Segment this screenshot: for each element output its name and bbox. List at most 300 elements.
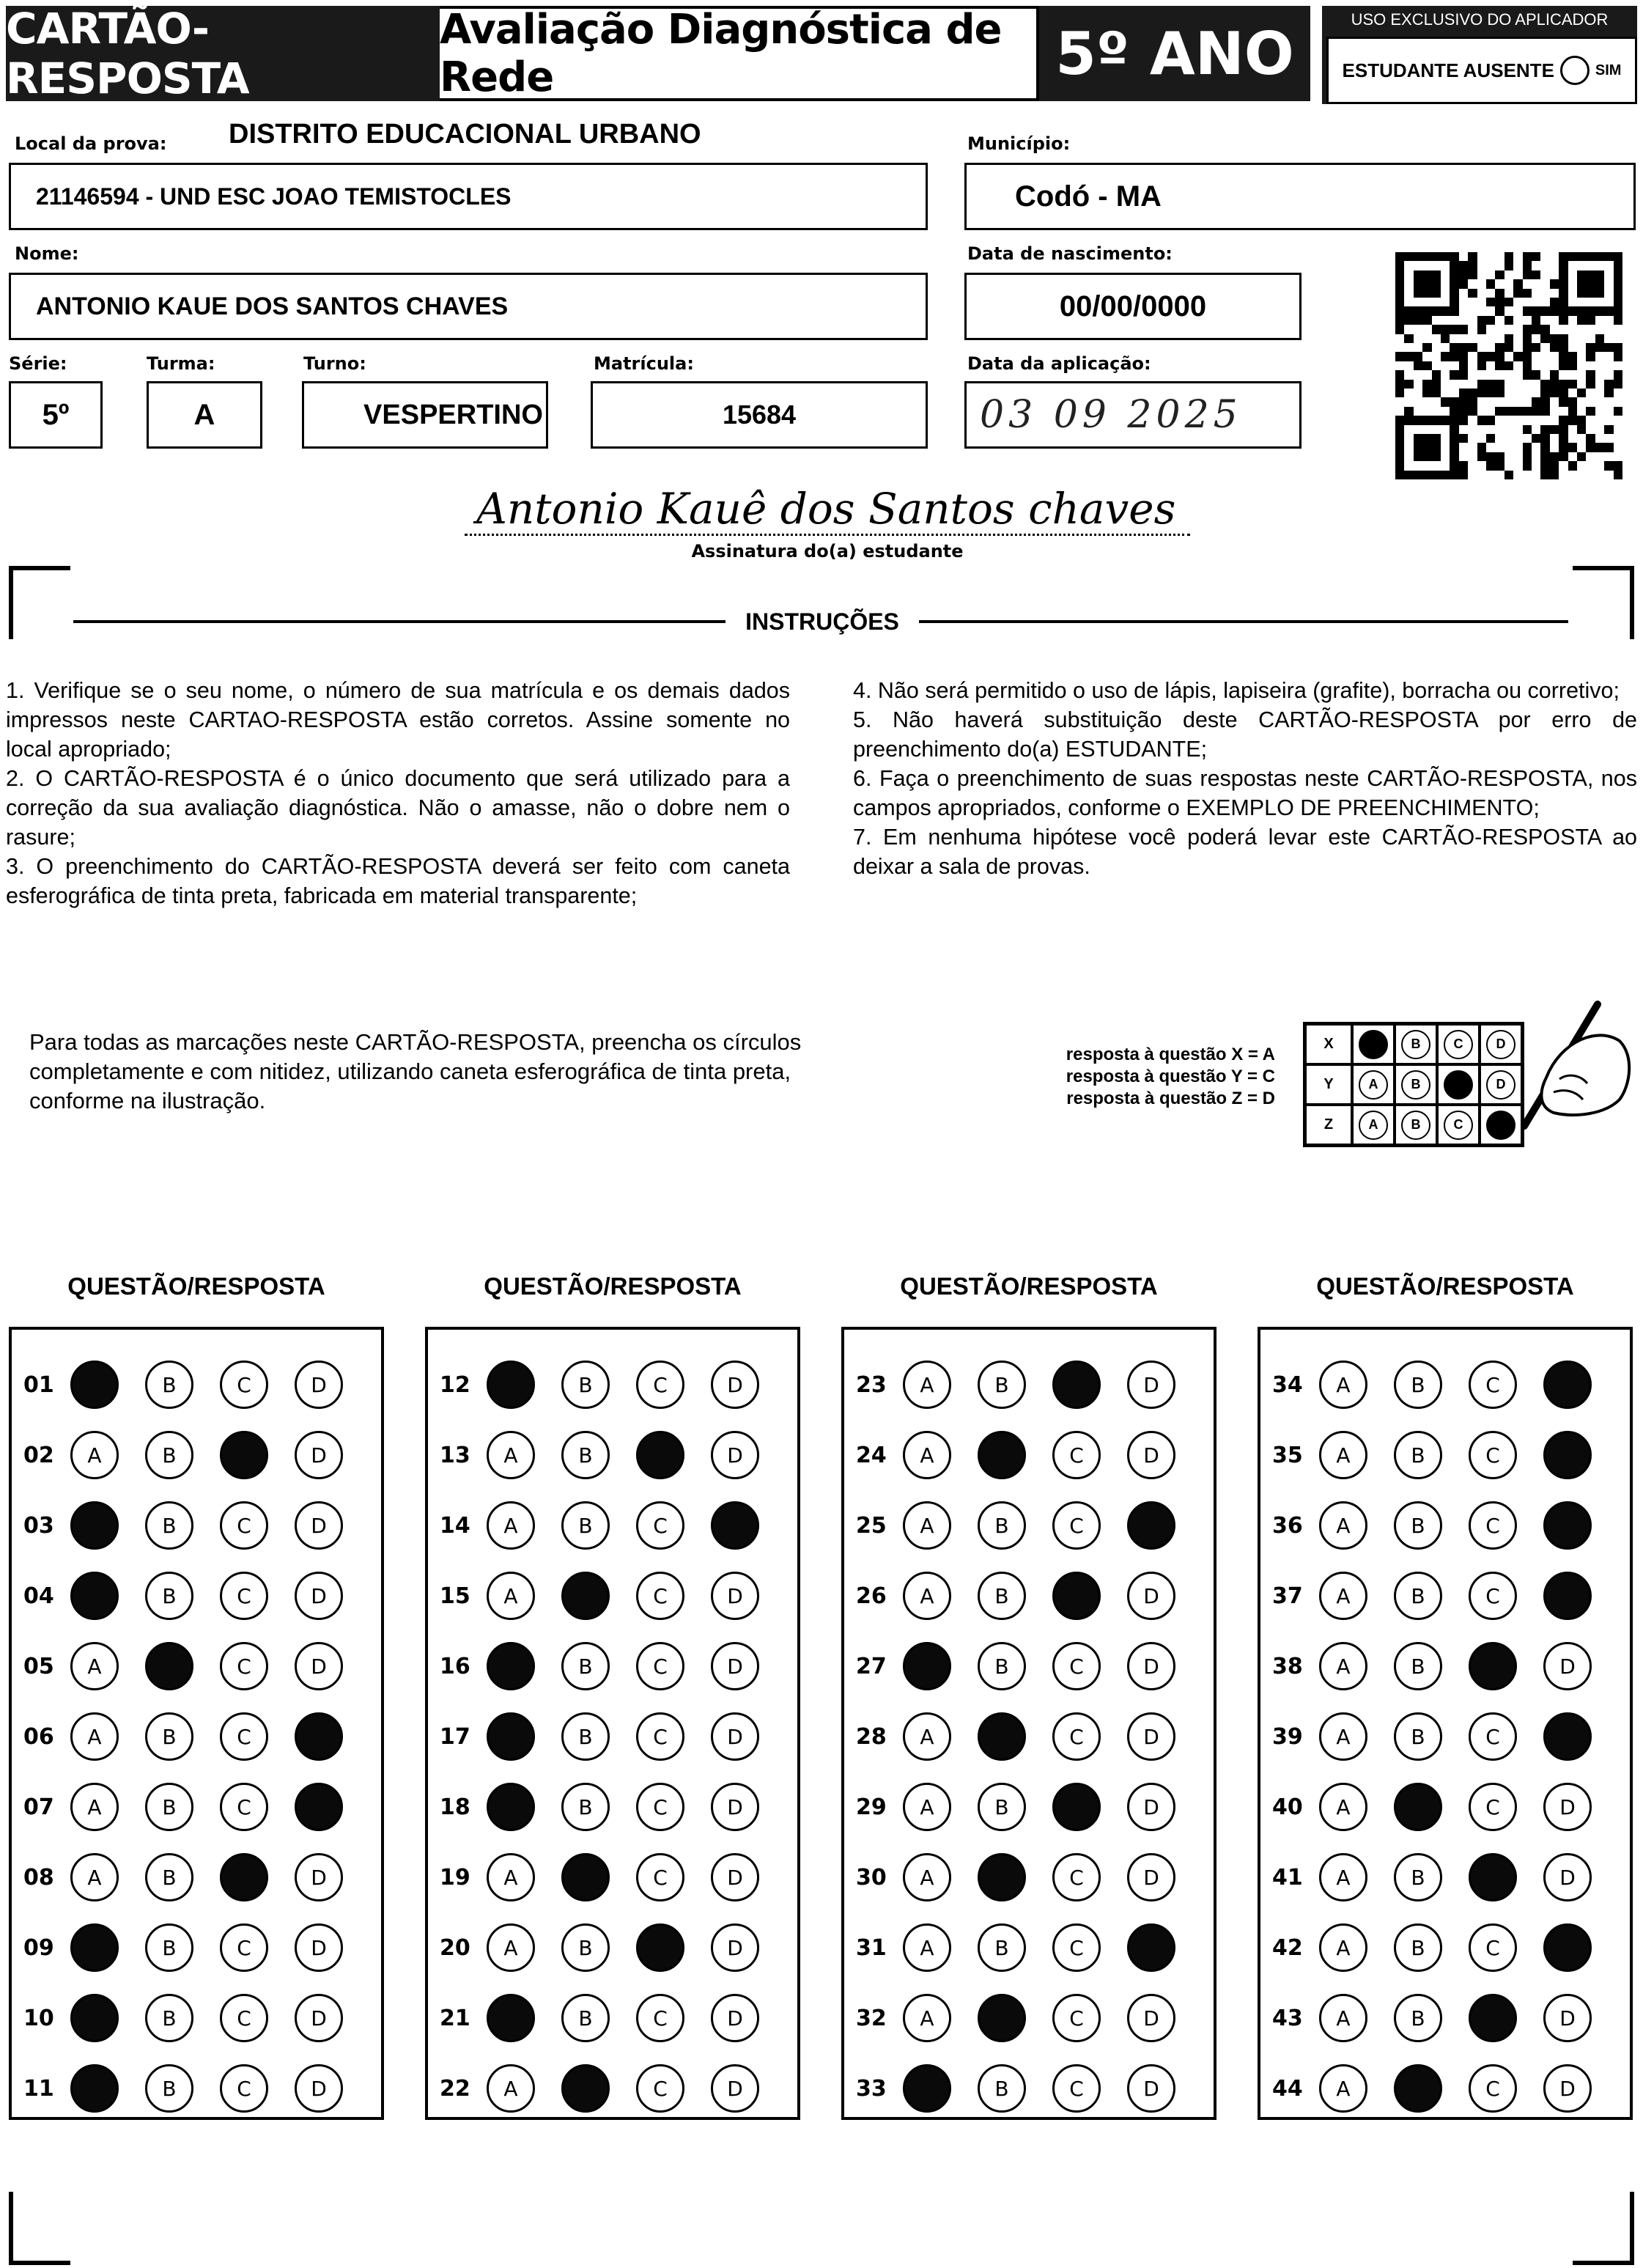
answer-bubble-d[interactable]: D: [1543, 1853, 1592, 1901]
answer-bubble-b[interactable]: B: [1394, 1361, 1442, 1409]
question-number: 09: [23, 1934, 54, 1961]
example-legend: [982, 1044, 1275, 1110]
question-number: 35: [1272, 1442, 1303, 1468]
answer-bubble-c[interactable]: C: [1469, 1501, 1517, 1550]
answer-bubble-c[interactable]: C: [1052, 1923, 1101, 1972]
answer-bubble-d[interactable]: D: [1127, 1923, 1175, 1972]
example-bubble-b: B: [1401, 1030, 1430, 1059]
answer-row: [1260, 1359, 1630, 1410]
answer-bubble-a[interactable]: A: [1319, 1361, 1367, 1409]
answer-bubble-c[interactable]: C: [636, 1712, 684, 1761]
turma-label: Turma:: [147, 353, 215, 374]
answer-bubble-b[interactable]: B: [978, 2064, 1026, 2113]
example-bubble-a: A: [1359, 1070, 1388, 1100]
signature-caption: Assinatura do(a) estudante: [691, 541, 964, 562]
question-number: 04: [23, 1583, 54, 1609]
applicator-panel: [1322, 6, 1637, 104]
answer-bubble-d[interactable]: D: [1543, 2064, 1592, 2113]
answer-bubble-a[interactable]: A: [903, 1783, 951, 1831]
answer-bubble-d[interactable]: D: [711, 1853, 759, 1901]
answer-bubble-b[interactable]: B: [561, 1431, 610, 1479]
answer-bubble-b[interactable]: B: [561, 1712, 610, 1761]
corner-mark-top-right: [1573, 566, 1634, 639]
answer-row: [1260, 1641, 1630, 1692]
answer-bubble-d[interactable]: D: [711, 1783, 759, 1831]
question-number: 31: [856, 1934, 887, 1961]
answer-bubble-b[interactable]: B: [978, 1501, 1026, 1550]
question-number: 19: [440, 1864, 470, 1890]
example-cell: [1395, 1105, 1437, 1145]
answer-bubble-a[interactable]: A: [70, 1853, 119, 1901]
question-number: 39: [1272, 1723, 1303, 1750]
answer-bubble-a[interactable]: A: [70, 1501, 119, 1550]
answer-row: [844, 1781, 1214, 1833]
answer-bubble-c[interactable]: C: [636, 2064, 684, 2113]
answer-bubble-b[interactable]: B: [978, 1431, 1026, 1479]
question-number: 11: [23, 2075, 54, 2102]
answer-bubble-d[interactable]: D: [711, 1923, 759, 1972]
answer-bubble-a[interactable]: A: [903, 1501, 951, 1550]
answer-row: [428, 1570, 797, 1621]
answer-row: [428, 1781, 797, 1833]
answer-bubble-a[interactable]: A: [1319, 1431, 1367, 1479]
answer-bubble-c[interactable]: C: [220, 1923, 268, 1972]
answer-column-3: [841, 1327, 1216, 2120]
answer-bubble-c[interactable]: C: [1469, 1783, 1517, 1831]
turno-field: VESPERTINO: [302, 381, 548, 449]
answer-bubble-c[interactable]: C: [220, 1431, 268, 1479]
answer-bubble-a[interactable]: A: [1319, 1994, 1367, 2042]
answer-bubble-d[interactable]: D: [1127, 1712, 1175, 1761]
answer-bubble-a[interactable]: A: [487, 1431, 535, 1479]
answer-bubble-b[interactable]: B: [561, 1783, 610, 1831]
answer-bubble-b[interactable]: B: [1394, 1783, 1442, 1831]
answer-bubble-b[interactable]: B: [978, 1923, 1026, 1972]
answer-bubble-d[interactable]: D: [1543, 1361, 1592, 1409]
signature-handwriting: Antonio Kauê dos Santos chaves: [476, 484, 1176, 534]
signature-line: [465, 534, 1190, 536]
example-bubble-b: B: [1401, 1111, 1430, 1140]
answer-bubble-c[interactable]: C: [1469, 1642, 1517, 1690]
question-number: 24: [856, 1442, 887, 1468]
answer-bubble-d[interactable]: D: [1543, 1431, 1592, 1479]
answer-bubble-c[interactable]: C: [1469, 1361, 1517, 1409]
answer-bubble-c[interactable]: C: [1469, 1431, 1517, 1479]
answer-bubble-b[interactable]: B: [145, 1994, 193, 2042]
answer-bubble-d[interactable]: D: [1543, 1783, 1592, 1831]
question-number: 21: [440, 2005, 470, 2031]
answer-bubble-d[interactable]: D: [295, 1783, 343, 1831]
turno-label: Turno:: [303, 353, 366, 374]
example-row-label: Y: [1305, 1064, 1352, 1105]
example-bubble-c: C: [1444, 1111, 1473, 1140]
answer-bubble-a[interactable]: A: [487, 1642, 535, 1690]
question-number: 38: [1272, 1653, 1303, 1679]
answer-bubble-c[interactable]: C: [636, 1783, 684, 1831]
grade-label: 5º ANO: [1039, 6, 1310, 101]
answer-bubble-d[interactable]: D: [1127, 1501, 1175, 1550]
absent-box: [1326, 37, 1637, 104]
answer-bubble-b[interactable]: B: [145, 1712, 193, 1761]
answer-row: [12, 2063, 381, 2114]
answer-bubble-b[interactable]: B: [1394, 1712, 1442, 1761]
answer-bubble-a[interactable]: A: [487, 1994, 535, 2042]
answer-bubble-c[interactable]: C: [220, 1994, 268, 2042]
answer-bubble-a[interactable]: A: [903, 1431, 951, 1479]
question-number: 30: [856, 1864, 887, 1890]
answer-bubble-a[interactable]: A: [487, 1923, 535, 1972]
answer-bubble-c[interactable]: C: [1052, 1572, 1101, 1620]
answer-bubble-a[interactable]: A: [487, 1501, 535, 1550]
answer-bubble-d[interactable]: D: [1127, 1361, 1175, 1409]
municipio-field: Codó - MA: [964, 163, 1636, 230]
district-name: DISTRITO EDUCACIONAL URBANO: [229, 119, 701, 150]
answer-bubble-c[interactable]: C: [636, 1361, 684, 1409]
school-field: 21146594 - UND ESC JOAO TEMISTOCLES: [9, 163, 928, 230]
answer-bubble-d[interactable]: D: [1127, 1783, 1175, 1831]
answer-bubble-b[interactable]: B: [145, 1501, 193, 1550]
answer-row: [428, 2063, 797, 2114]
card-label: CARTÃO-RESPOSTA: [6, 6, 440, 101]
answer-bubble-d[interactable]: D: [1127, 2064, 1175, 2113]
answer-row: [12, 1570, 381, 1621]
answer-bubble-d[interactable]: D: [1543, 1712, 1592, 1761]
answer-bubble-b[interactable]: B: [1394, 2064, 1442, 2113]
example-row-label: Z: [1305, 1105, 1352, 1145]
corner-mark-bottom-left: [9, 2192, 70, 2265]
instruction-4: 4. Não será permitido o uso de lápis, lapiseira (grafite), borracha ou corretivo;: [853, 678, 1620, 703]
answer-bubble-d[interactable]: D: [1127, 1853, 1175, 1901]
answer-bubble-b[interactable]: B: [561, 1642, 610, 1690]
instruction-3: 3. O preenchimento do CARTÃO-RESPOSTA deverá ser feito com caneta esferográfica de tinta preta, fabricada em material transparente;: [6, 854, 790, 908]
answer-bubble-c[interactable]: C: [220, 1572, 268, 1620]
answer-bubble-b[interactable]: B: [1394, 1853, 1442, 1901]
answer-bubble-b[interactable]: B: [145, 1572, 193, 1620]
answer-bubble-a[interactable]: A: [903, 1923, 951, 1972]
answer-bubble-b[interactable]: B: [561, 1994, 610, 2042]
answer-bubble-b[interactable]: B: [978, 1783, 1026, 1831]
answer-bubble-c[interactable]: C: [220, 1642, 268, 1690]
question-number: 14: [440, 1512, 470, 1539]
example-cell: [1352, 1024, 1395, 1064]
answer-bubble-a[interactable]: A: [1319, 1572, 1367, 1620]
answer-row: [12, 1852, 381, 1903]
answer-bubble-c[interactable]: C: [220, 1853, 268, 1901]
answer-bubble-a[interactable]: A: [70, 1572, 119, 1620]
example-cell: [1352, 1105, 1395, 1145]
answer-bubble-c[interactable]: C: [1052, 1994, 1101, 2042]
answer-bubble-d[interactable]: D: [1127, 1431, 1175, 1479]
answer-bubble-b[interactable]: B: [1394, 1994, 1442, 2042]
answer-bubble-c[interactable]: C: [220, 2064, 268, 2113]
answer-bubble-c[interactable]: C: [1052, 1501, 1101, 1550]
answer-column-1: [9, 1327, 384, 2120]
answer-bubble-d[interactable]: D: [1543, 1572, 1592, 1620]
answer-bubble-c[interactable]: C: [1052, 1642, 1101, 1690]
aplicacao-field: 03 09 2025: [964, 381, 1302, 449]
example-bubble-c: C: [1444, 1030, 1473, 1059]
answer-bubble-a[interactable]: A: [487, 1361, 535, 1409]
answer-bubble-c[interactable]: C: [1469, 1923, 1517, 1972]
answer-row: [12, 1429, 381, 1481]
answer-bubble-d[interactable]: D: [711, 1572, 759, 1620]
answer-bubble-d[interactable]: D: [295, 1853, 343, 1901]
answer-bubble-d[interactable]: D: [711, 2064, 759, 2113]
answer-bubble-c[interactable]: C: [1469, 1994, 1517, 2042]
answer-bubble-c[interactable]: C: [1469, 1572, 1517, 1620]
answer-row: [12, 1992, 381, 2044]
answer-row: [844, 1922, 1214, 1973]
instruction-1: 1. Verifique se o seu nome, o número de sua matrícula e os demais dados impressos neste CARTAO-RESPOSTA estão corretos. Assine somente no local apropriado;: [6, 678, 790, 762]
answer-bubble-d[interactable]: D: [1543, 1501, 1592, 1550]
answer-bubble-a[interactable]: A: [487, 1572, 535, 1620]
answer-bubble-c[interactable]: C: [636, 1642, 684, 1690]
answer-bubble-a[interactable]: A: [903, 1712, 951, 1761]
answer-bubble-a[interactable]: A: [70, 1712, 119, 1761]
answer-bubble-d[interactable]: D: [1543, 1923, 1592, 1972]
answer-bubble-d[interactable]: D: [295, 1642, 343, 1690]
answer-bubble-a[interactable]: A: [1319, 1642, 1367, 1690]
answer-row: [1260, 1992, 1630, 2044]
answer-bubble-d[interactable]: D: [295, 1431, 343, 1479]
answer-row: [12, 1500, 381, 1551]
answer-bubble-a[interactable]: A: [70, 2064, 119, 2113]
question-number: 34: [1272, 1372, 1303, 1398]
absent-checkbox[interactable]: [1560, 56, 1590, 85]
matricula-label: Matrícula:: [594, 353, 694, 374]
answer-bubble-c[interactable]: C: [1052, 2064, 1101, 2113]
answer-bubble-b[interactable]: B: [145, 1923, 193, 1972]
answer-bubble-c[interactable]: C: [636, 1923, 684, 1972]
answer-bubble-b[interactable]: B: [1394, 1572, 1442, 1620]
answer-row: [428, 1922, 797, 1973]
question-number: 20: [440, 1934, 470, 1961]
question-number: 41: [1272, 1864, 1303, 1890]
question-number: 42: [1272, 1934, 1303, 1961]
answer-row: [428, 1429, 797, 1481]
instructions-right: [853, 676, 1637, 881]
question-number: 22: [440, 2075, 470, 2102]
question-number: 07: [23, 1794, 54, 1820]
answer-bubble-a[interactable]: A: [903, 1994, 951, 2042]
answer-bubble-c[interactable]: C: [220, 1501, 268, 1550]
answer-bubble-c[interactable]: C: [636, 1501, 684, 1550]
answer-bubble-c[interactable]: C: [636, 1431, 684, 1479]
example-cell: [1437, 1024, 1480, 1064]
answer-bubble-b[interactable]: B: [145, 2064, 193, 2113]
answer-bubble-a[interactable]: A: [903, 2064, 951, 2113]
question-number: 03: [23, 1512, 54, 1539]
answer-bubble-b[interactable]: B: [145, 1853, 193, 1901]
matricula-field: 15684: [591, 381, 928, 449]
question-number: 25: [856, 1512, 887, 1539]
answer-bubble-a[interactable]: A: [903, 1361, 951, 1409]
absent-label: ESTUDANTE AUSENTE: [1342, 59, 1554, 81]
answer-row: [1260, 1781, 1630, 1833]
example-bubble-d: D: [1486, 1070, 1515, 1100]
answer-bubble-a[interactable]: A: [1319, 1501, 1367, 1550]
answer-row: [844, 1429, 1214, 1481]
answer-row: [1260, 1711, 1630, 1762]
answer-bubble-c[interactable]: C: [1052, 1783, 1101, 1831]
answer-bubble-a[interactable]: A: [1319, 1783, 1367, 1831]
answer-bubble-a[interactable]: A: [1319, 1853, 1367, 1901]
question-number: 06: [23, 1723, 54, 1750]
answer-bubble-a[interactable]: A: [1319, 1712, 1367, 1761]
answer-bubble-d[interactable]: D: [295, 1923, 343, 1972]
answer-bubble-b[interactable]: B: [145, 1361, 193, 1409]
answer-bubble-b[interactable]: B: [561, 1361, 610, 1409]
answer-bubble-a[interactable]: A: [487, 1783, 535, 1831]
answer-row: [12, 1359, 381, 1410]
answer-row: [428, 1500, 797, 1551]
question-number: 36: [1272, 1512, 1303, 1539]
answer-bubble-d[interactable]: D: [1127, 1994, 1175, 2042]
answer-bubble-a[interactable]: A: [1319, 1923, 1367, 1972]
answer-bubble-b[interactable]: B: [1394, 1501, 1442, 1550]
answer-bubble-a[interactable]: A: [70, 1923, 119, 1972]
corner-mark-top-left: [9, 566, 70, 639]
question-number: 13: [440, 1442, 470, 1468]
question-number: 33: [856, 2075, 887, 2102]
answer-bubble-a[interactable]: A: [487, 1712, 535, 1761]
example-bubble-a: A: [1359, 1111, 1388, 1140]
question-number: 08: [23, 1864, 54, 1890]
answer-row: [12, 1781, 381, 1833]
answer-bubble-d[interactable]: D: [295, 2064, 343, 2113]
question-number: 12: [440, 1372, 470, 1398]
answer-bubble-d[interactable]: D: [711, 1712, 759, 1761]
answer-row: [428, 1359, 797, 1410]
answer-row: [844, 1852, 1214, 1903]
answer-bubble-d[interactable]: D: [295, 1361, 343, 1409]
pen-hand-icon: [1495, 997, 1642, 1144]
answer-bubble-c[interactable]: C: [636, 1853, 684, 1901]
answer-bubble-c[interactable]: C: [220, 1712, 268, 1761]
turma-field: A: [147, 381, 262, 449]
answer-bubble-b[interactable]: B: [1394, 1923, 1442, 1972]
answer-bubble-b[interactable]: B: [145, 1783, 193, 1831]
answer-bubble-c[interactable]: C: [1469, 2064, 1517, 2113]
serie-field: 5º: [9, 381, 103, 449]
answer-bubble-b[interactable]: B: [1394, 1431, 1442, 1479]
answer-bubble-c[interactable]: C: [1052, 1361, 1101, 1409]
question-number: 37: [1272, 1583, 1303, 1609]
answer-bubble-b[interactable]: B: [561, 1501, 610, 1550]
answer-bubble-a[interactable]: A: [70, 1361, 119, 1409]
answer-bubble-d[interactable]: D: [295, 1994, 343, 2042]
answer-bubble-d[interactable]: D: [295, 1712, 343, 1761]
answer-row: [1260, 1570, 1630, 1621]
example-legend-z: resposta à questão Z = D: [1066, 1089, 1275, 1108]
answer-bubble-a[interactable]: A: [487, 1853, 535, 1901]
answer-bubble-b[interactable]: B: [145, 1431, 193, 1479]
answer-bubble-d[interactable]: D: [1127, 1642, 1175, 1690]
answer-bubble-d[interactable]: D: [711, 1361, 759, 1409]
answer-row: [428, 1641, 797, 1692]
answer-bubble-d[interactable]: D: [1127, 1572, 1175, 1620]
answer-bubble-b[interactable]: B: [978, 1853, 1026, 1901]
example-bubble-d: D: [1486, 1030, 1515, 1059]
answer-bubble-b[interactable]: B: [1394, 1642, 1442, 1690]
answer-bubble-a[interactable]: A: [70, 1783, 119, 1831]
answer-row: [844, 1711, 1214, 1762]
answer-bubble-b[interactable]: B: [978, 1712, 1026, 1761]
answer-bubble-d[interactable]: D: [295, 1501, 343, 1550]
answer-column-2: [425, 1327, 800, 2120]
answer-bubble-a[interactable]: A: [1319, 2064, 1367, 2113]
answer-bubble-d[interactable]: D: [1543, 1994, 1592, 2042]
answer-bubble-b[interactable]: B: [561, 1853, 610, 1901]
answer-bubble-d[interactable]: D: [711, 1994, 759, 2042]
answer-bubble-c[interactable]: C: [636, 1994, 684, 2042]
question-number: 16: [440, 1653, 470, 1679]
answer-bubble-d[interactable]: D: [711, 1642, 759, 1690]
answer-bubble-b[interactable]: B: [145, 1642, 193, 1690]
question-number: 44: [1272, 2075, 1303, 2102]
example-cell: [1437, 1105, 1480, 1145]
question-number: 10: [23, 2005, 54, 2031]
answer-bubble-c[interactable]: C: [1052, 1431, 1101, 1479]
example-bubble-a: [1359, 1030, 1388, 1059]
municipio-label: Município:: [967, 133, 1071, 154]
question-number: 26: [856, 1583, 887, 1609]
answer-row: [12, 1641, 381, 1692]
corner-mark-bottom-right: [1573, 2192, 1634, 2265]
answer-bubble-d[interactable]: D: [711, 1431, 759, 1479]
answer-bubble-b[interactable]: B: [978, 1361, 1026, 1409]
nome-label: Nome:: [15, 243, 79, 264]
answer-bubble-c[interactable]: C: [220, 1783, 268, 1831]
answer-bubble-b[interactable]: B: [978, 1572, 1026, 1620]
answer-bubble-a[interactable]: A: [70, 1994, 119, 2042]
answer-bubble-d[interactable]: D: [295, 1572, 343, 1620]
answer-bubble-a[interactable]: A: [70, 1642, 119, 1690]
answer-bubble-a[interactable]: A: [487, 2064, 535, 2113]
instruction-7: 7. Em nenhuma hipótese você poderá levar este CARTÃO-RESPOSTA ao deixar a sala de provas.: [853, 825, 1637, 879]
answer-bubble-c[interactable]: C: [1052, 1712, 1101, 1761]
answer-bubble-b[interactable]: B: [561, 2064, 610, 2113]
answer-bubble-c[interactable]: C: [1052, 1853, 1101, 1901]
answer-bubble-b[interactable]: B: [561, 1923, 610, 1972]
answer-row: [428, 1852, 797, 1903]
applicator-only-label: USO EXCLUSIVO DO APLICADOR: [1351, 10, 1609, 29]
answer-bubble-a[interactable]: A: [903, 1642, 951, 1690]
answer-bubble-c[interactable]: C: [636, 1572, 684, 1620]
answer-bubble-b[interactable]: B: [561, 1572, 610, 1620]
answer-bubble-c[interactable]: C: [220, 1361, 268, 1409]
question-number: 17: [440, 1723, 470, 1750]
answer-bubble-a[interactable]: A: [70, 1431, 119, 1479]
answer-bubble-c[interactable]: C: [1469, 1853, 1517, 1901]
answer-row: [1260, 1922, 1630, 1973]
example-bubble-c: [1444, 1070, 1473, 1100]
answer-bubble-b[interactable]: B: [978, 1642, 1026, 1690]
answer-bubble-a[interactable]: A: [903, 1572, 951, 1620]
answer-bubble-a[interactable]: A: [903, 1853, 951, 1901]
answer-row: [1260, 2063, 1630, 2114]
example-cell: [1395, 1064, 1437, 1105]
answer-bubble-c[interactable]: C: [1469, 1712, 1517, 1761]
question-number: 29: [856, 1794, 887, 1820]
answer-row: [12, 1922, 381, 1973]
answer-row: [844, 1500, 1214, 1551]
answer-bubble-d[interactable]: D: [1543, 1642, 1592, 1690]
question-number: 43: [1272, 2005, 1303, 2031]
answer-bubble-d[interactable]: D: [711, 1501, 759, 1550]
answer-bubble-b[interactable]: B: [978, 1994, 1026, 2042]
answer-row: [428, 1711, 797, 1762]
